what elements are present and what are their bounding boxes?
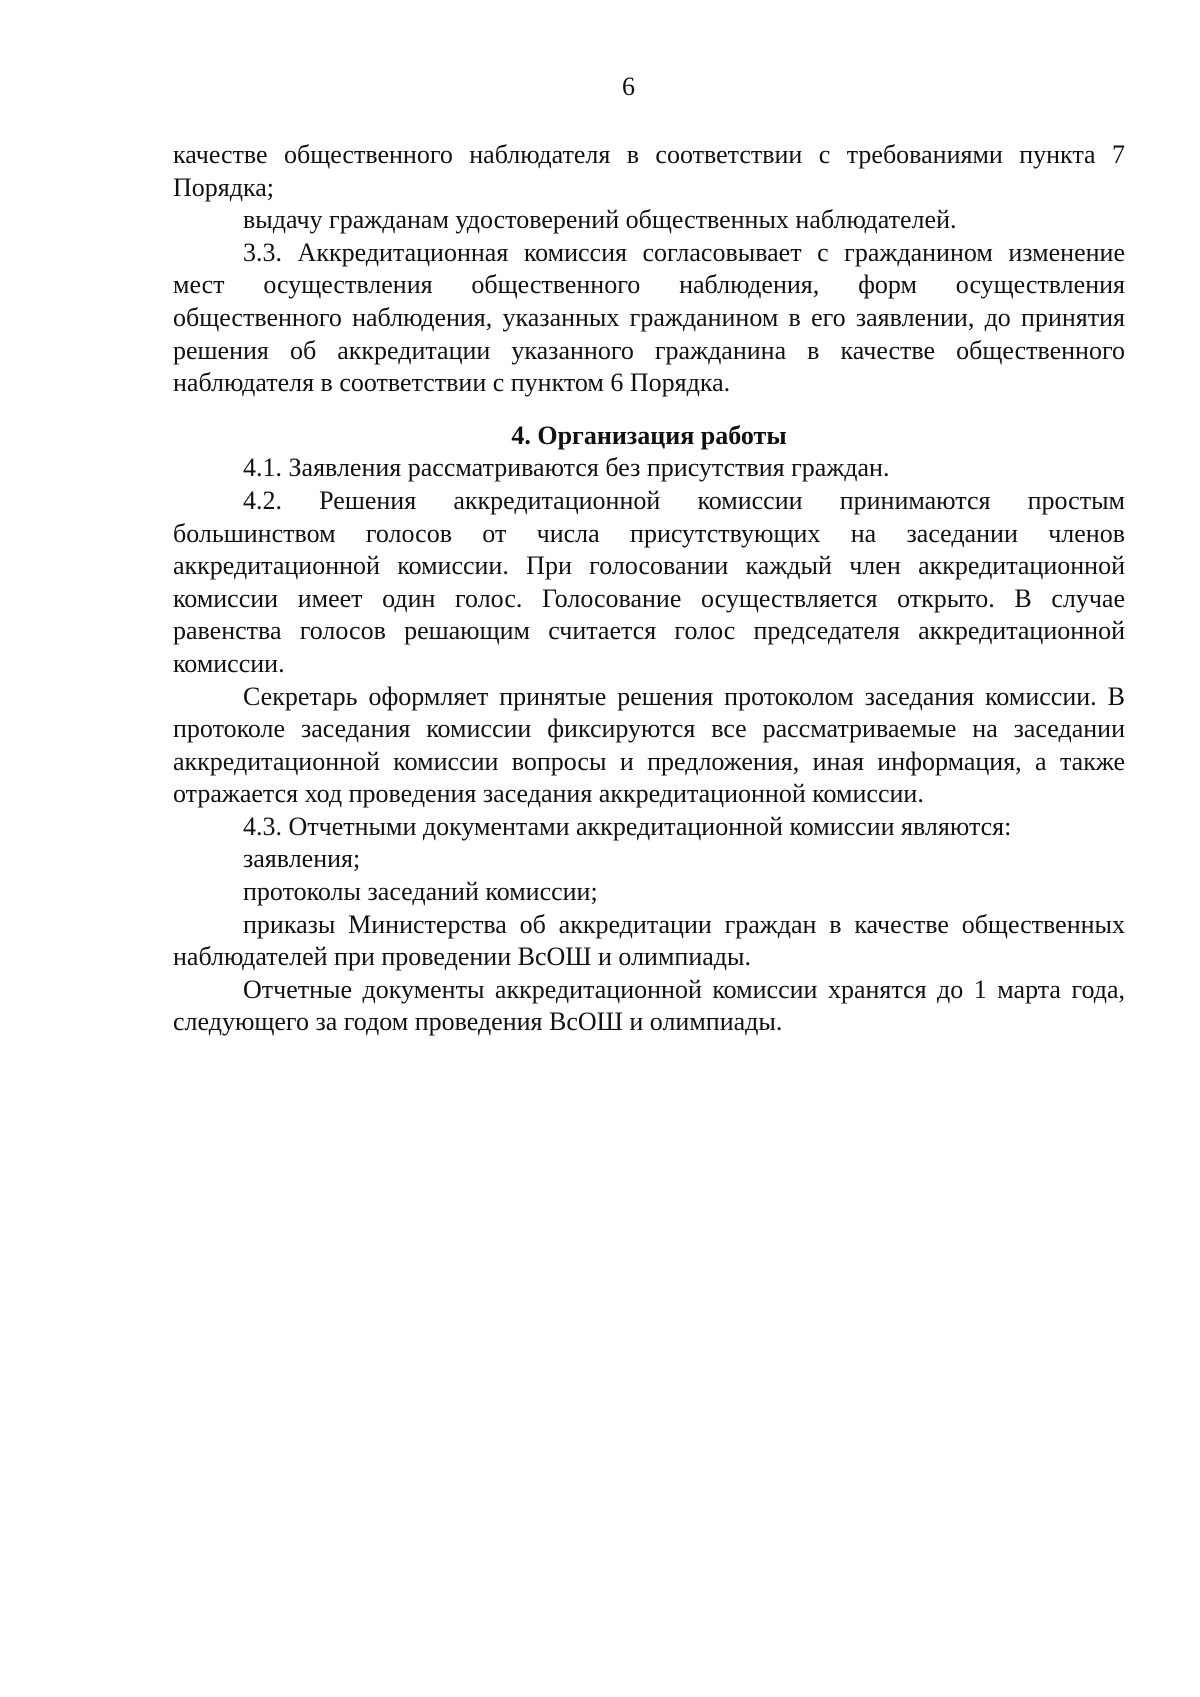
list-item-protocols: протоколы заседаний комиссии; (243, 877, 598, 907)
document-body (173, 139, 1125, 1039)
paragraph-secretary: Секретарь оформляет принятые решения протоколом заседания комиссии. В протоколе заседания комиссии фиксируются все рассматриваемые на заседании аккредитационной комиссии вопросы и предложения, иная информация, а также отражается ход проведения заседания аккредитационной комиссии. (173, 681, 1125, 809)
paragraph-continuation: качестве общественного наблюдателя в соответствии с требованиями пункта 7 Порядка; (173, 140, 1125, 202)
paragraph-certificates: выдачу гражданам удостоверений общественных наблюдателей. (243, 205, 957, 235)
list-item-applications: заявления; (243, 844, 361, 874)
list-item-orders: приказы Министерства об аккредитации граждан в качестве общественных наблюдателей при проведении ВсОШ и олимпиады. (173, 909, 1125, 972)
paragraph-storage: Отчетные документы аккредитационной комиссии хранятся до 1 марта года, следующего за годом проведения ВсОШ и олимпиады. (173, 974, 1125, 1037)
paragraph-4-3: 4.3. Отчетными документами аккредитационной комиссии являются: (243, 811, 1012, 841)
section-heading: 4. Организация работы (511, 420, 787, 450)
paragraph-3-3: 3.3. Аккредитационная комиссия согласовывает с гражданином изменение мест осуществления общественного наблюдения, форм осуществления общественного наблюдения, указанных гражданином в его заявлении, до принятия решения об аккредитации указанного гражданина в качестве общественного наблюдателя в соответствии с пунктом 6 Порядка. (173, 237, 1125, 398)
page-number: 6 (622, 72, 635, 101)
paragraph-4-2: 4.2. Решения аккредитационной комиссии принимаются простым большинством голосов от числа присутствующих на заседании членов аккредитационной комиссии. При голосовании каждый член аккредитационной комиссии имеет один голос. Голосование осуществляется открыто. В случае равенства голосов решающим считается голос председателя аккредитационной комиссии. (173, 485, 1125, 678)
paragraph-4-1: 4.1. Заявления рассматриваются без присутствия граждан. (243, 453, 890, 483)
